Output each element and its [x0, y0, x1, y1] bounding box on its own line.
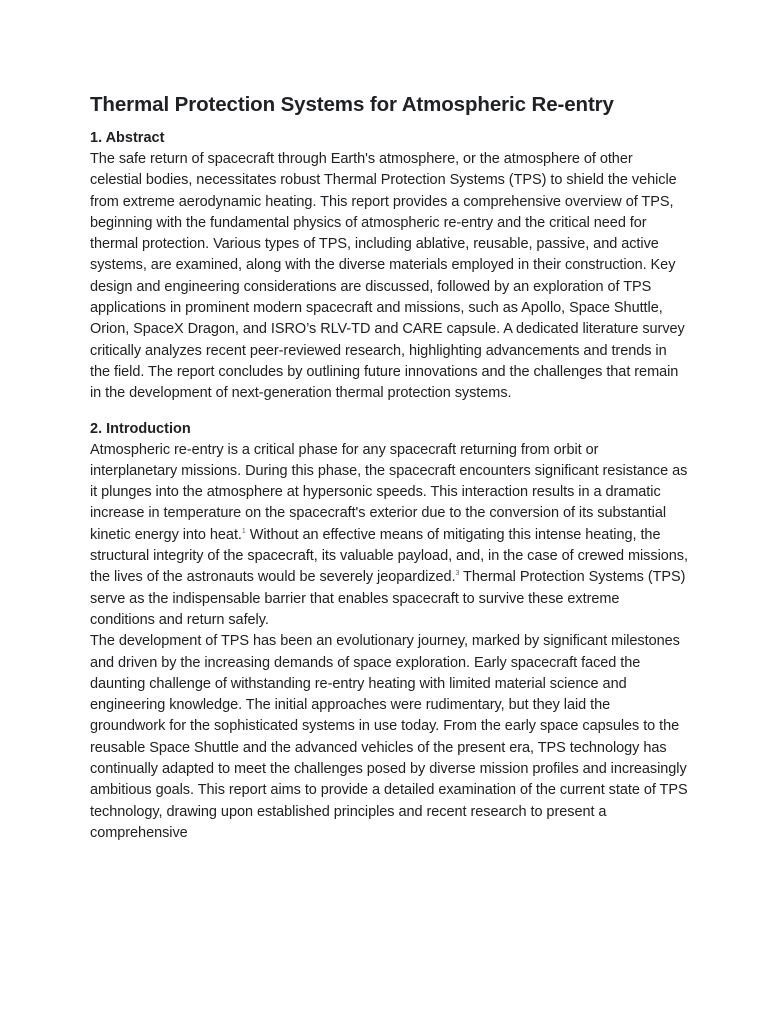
intro-text-part-1: Atmospheric re-entry is a critical phase for any spacecraft returning from orbit or interplanetary missions. During this phase, the spacecraft encounters significant resistance as it plunges into the atmosphere at hypersonic speeds. This interaction results in a dramatic increase in temperature on the spacecraft's exterior due to the conversion of its substantial kinetic energy into heat. [90, 441, 688, 543]
introduction-paragraph-1 [90, 440, 688, 632]
footnote-marker: 3 [455, 570, 460, 578]
section-heading-introduction: 2. Introduction [90, 420, 191, 437]
footnote-marker: 1 [241, 527, 246, 535]
intro-text-part-3: Thermal Protection Systems (TPS) serve as the indispensable barrier that enables spacecraft to survive these extreme conditions and return safely. [90, 569, 686, 628]
document-title: Thermal Protection Systems for Atmospheric Re-entry [90, 93, 614, 116]
intro-text-part-2: Without an effective means of mitigating this intense heating, the structural integrity of the spacecraft, its valuable payload, and, in the case of crewed missions, the lives of the astronauts would be severely jeopardized. [90, 526, 688, 586]
section-heading-abstract: 1. Abstract [90, 130, 165, 146]
document-page [90, 90, 688, 844]
introduction-paragraph-2: The development of TPS has been an evolutionary journey, marked by significant milestones and driven by the increasing demands of space exploration. Early spacecraft faced the daunting challenge of withstanding re-entry heating with limited material science and engineering knowledge. The initial approaches were rudimentary, but they laid the groundwork for the sophisticated systems in use today. From the early space capsules to the reusable Space Shuttle and the advanced vehicles of the present era, TPS technology has continually adapted to meet the challenges posed by diverse mission profiles and increasingly ambitious goals. This report aims to provide a detailed examination of the current state of TPS technology, drawing upon established principles and recent research to present a comprehensive [90, 633, 688, 841]
abstract-paragraph: The safe return of spacecraft through Earth's atmosphere, or the atmosphere of other celestial bodies, necessitates robust Thermal Protection Systems (TPS) to shield the vehicle from extreme aerodynamic heating. This report provides a comprehensive overview of TPS, beginning with the fundamental physics of atmospheric re-entry and the critical need for thermal protection. Various types of TPS, including ablative, reusable, passive, and active systems, are examined, along with the diverse materials employed in their construction. Key design and engineering considerations are discussed, followed by an exploration of TPS applications in prominent modern spacecraft and missions, such as Apollo, Space Shuttle, Orion, SpaceX Dragon, and ISRO’s RLV-TD and CARE capsule. A dedicated literature survey critically analyzes recent peer-reviewed research, highlighting advancements and trends in the field. The report concludes by outlining future innovations and the challenges that remain in the development of next-generation thermal protection systems. [90, 151, 685, 402]
